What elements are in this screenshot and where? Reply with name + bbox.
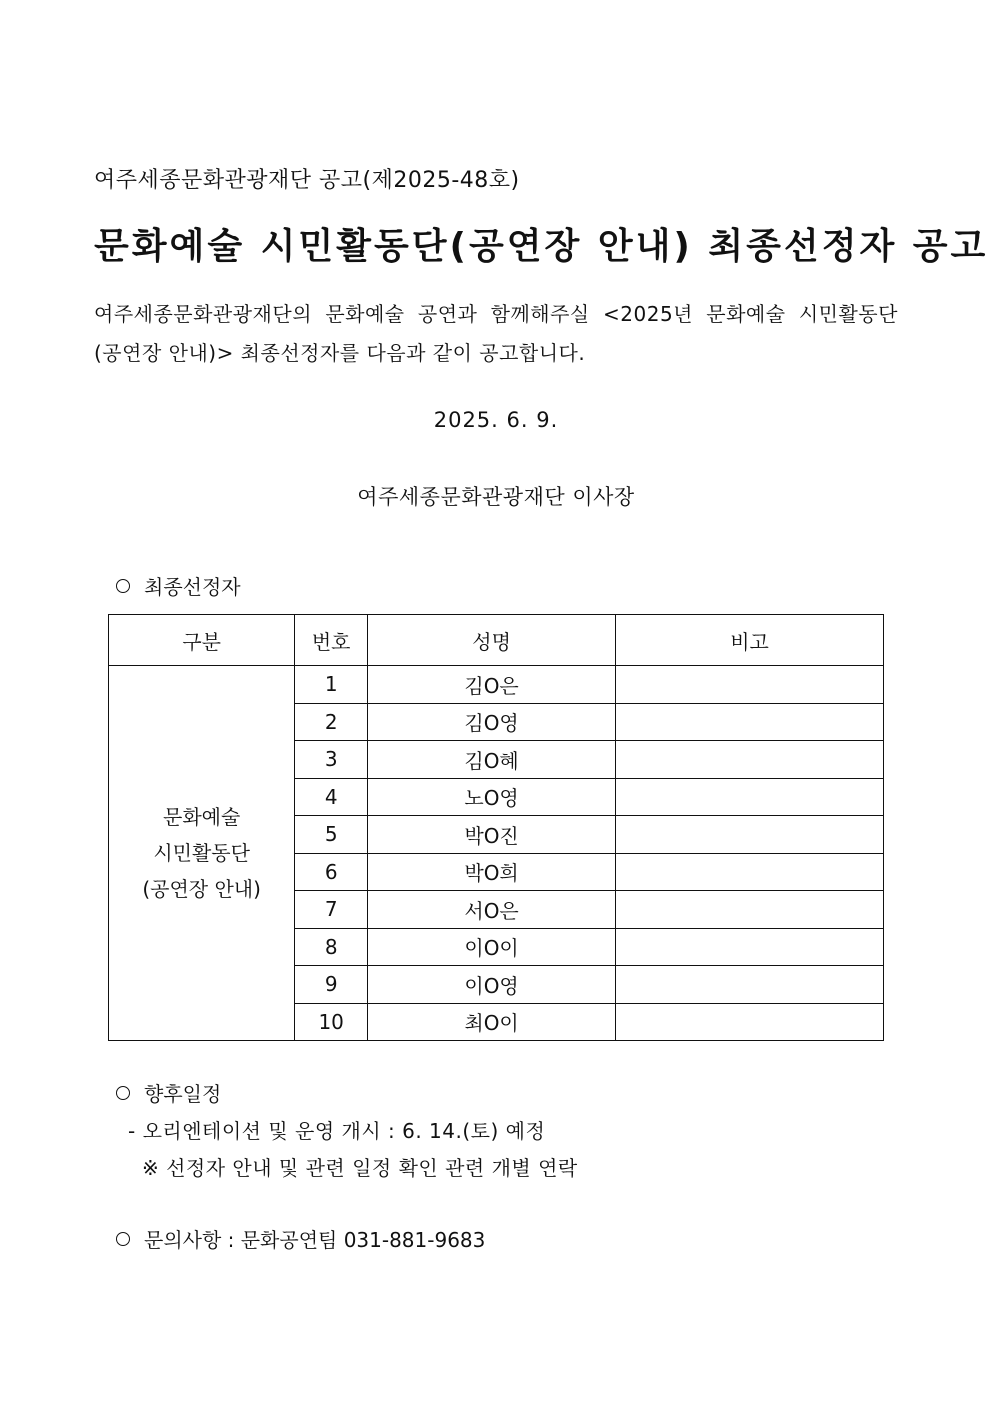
intro-word: 함께해주실 [490,302,590,326]
circle-bullet-icon [116,579,130,593]
row-name: 서O은 [368,891,616,929]
row-name: 김O은 [368,666,616,704]
row-remarks [616,891,884,929]
row-name: 최O이 [368,1003,616,1041]
intro-line-1 [94,298,898,327]
row-remarks [616,966,884,1004]
circle-bullet-icon [116,1232,130,1246]
header-number: 번호 [295,615,368,666]
category-cell [109,666,295,1041]
contact-text: 문의사항 : 문화공연팀 031-881-9683 [144,1228,486,1252]
category-line: (공연장 안내) [142,877,261,901]
row-name: 김O영 [368,703,616,741]
row-name: 박O진 [368,816,616,854]
table-header-row [109,615,884,666]
intro-word: 여주세종문화관광재단의 [94,302,313,326]
row-remarks [616,741,884,779]
row-remarks [616,703,884,741]
row-number: 9 [295,966,368,1004]
section-schedule [116,1078,221,1107]
section-final-selection [116,571,241,600]
row-name: 박O희 [368,853,616,891]
category-line: 문화예술 [163,805,241,829]
row-number: 5 [295,816,368,854]
schedule-item: - 오리엔테이션 및 운영 개시 : 6. 14.(토) 예정 [128,1119,546,1143]
selection-table [108,614,884,1041]
row-remarks [616,666,884,704]
intro-word: 문화예술 [706,302,786,326]
row-remarks [616,853,884,891]
header-name: 성명 [368,615,616,666]
table-row [109,666,884,704]
row-remarks [616,816,884,854]
section-heading: 향후일정 [144,1082,222,1106]
notice-number: 여주세종문화관광재단 공고(제2025-48호) [94,168,520,193]
row-remarks [616,928,884,966]
row-name: 김O혜 [368,741,616,779]
row-number: 10 [295,1003,368,1041]
row-remarks [616,778,884,816]
row-remarks [616,1003,884,1041]
intro-word: <2025년 [603,302,693,326]
row-number: 2 [295,703,368,741]
header-category: 구분 [109,615,295,666]
row-number: 3 [295,741,368,779]
schedule-note: ※ 선정자 안내 및 관련 일정 확인 관련 개별 연락 [142,1156,578,1180]
intro-word: 문화예술 [325,302,405,326]
row-number: 7 [295,891,368,929]
row-number: 1 [295,666,368,704]
row-name: 노O영 [368,778,616,816]
document-title: 문화예술 시민활동단(공연장 안내) 최종선정자 공고 [94,226,989,267]
section-heading: 최종선정자 [144,575,241,599]
intro-word: 시민활동단 [798,302,898,326]
intro-word: 공연과 [417,302,478,326]
circle-bullet-icon [116,1086,130,1100]
row-number: 4 [295,778,368,816]
issuer: 여주세종문화관광재단 이사장 [357,485,635,509]
row-number: 6 [295,853,368,891]
row-name: 이O이 [368,928,616,966]
category-line: 시민활동단 [153,841,250,865]
intro-line-2: (공연장 안내)> 최종선정자를 다음과 같이 공고합니다. [94,341,586,365]
header-remarks: 비고 [616,615,884,666]
row-number: 8 [295,928,368,966]
row-name: 이O영 [368,966,616,1004]
section-contact [116,1224,485,1253]
notice-date: 2025. 6. 9. [433,408,559,432]
